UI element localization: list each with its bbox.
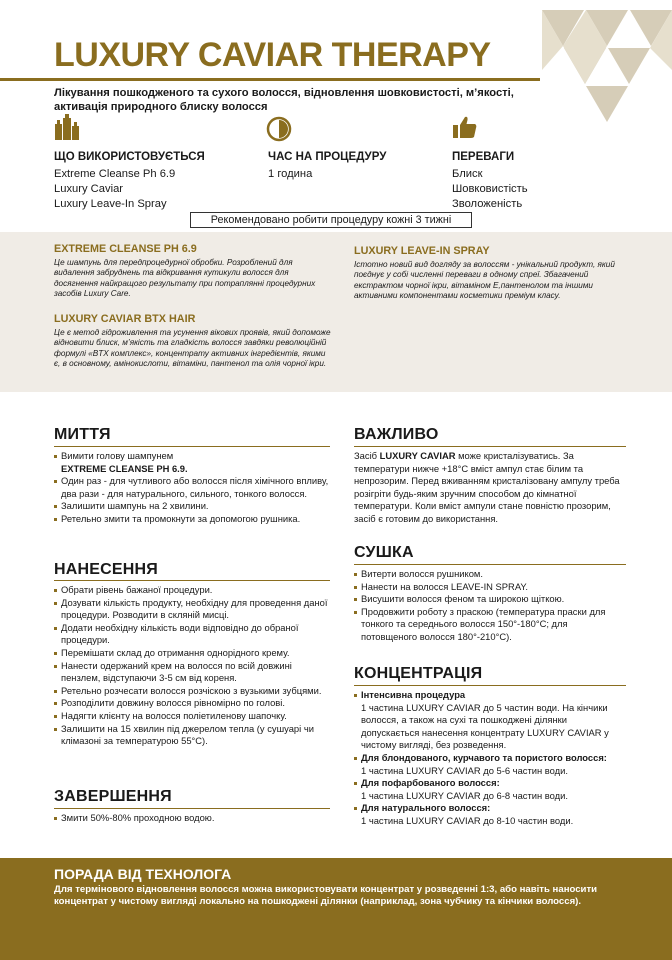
finishing-steps — [54, 812, 330, 825]
list-item: Надягти клієнту на волосся поліетиленову шапочку. — [54, 710, 330, 723]
page-title: LUXURY CAVIAR THERAPY — [54, 36, 491, 74]
washing-steps — [54, 450, 330, 526]
application-steps — [54, 584, 330, 748]
section-divider — [54, 580, 330, 581]
used-item: Luxury Caviar — [54, 183, 124, 195]
product-text: Це є метод гідроживлення та усунення вікових проявів, який допоможе відновити блиск, м’якість та гладкість волосся завдяки революційній формулі «BTX комплекс», концентрату активних інгредієнтів, якими є, в основному, амінокислоти, вітаміни, пантенол та олія чорної ікри. — [54, 327, 331, 369]
important-text-part: може кристалізуватись. За температури нижче +18°С вміст ампул стає білим та непрозорим. Перед вживанням кристалізовану ампулу треба розігріти будь-яким зручним способом до кімнатної температури. Коли вміст ампули стане повністю прозорим, — [354, 450, 620, 512]
clock-icon — [266, 116, 292, 142]
brand-name: LUXURY CAVIAR — [379, 450, 456, 461]
finishing-title: ЗАВЕРШЕННЯ — [54, 788, 172, 805]
important-text — [354, 450, 622, 526]
product-name: LUXURY LEAVE-IN SPRAY — [354, 245, 490, 257]
section-divider — [354, 564, 626, 565]
used-heading: ЩО ВИКОРИСТОВУЄТЬСЯ — [54, 151, 205, 163]
list-item: Витерти волосся рушником. — [354, 568, 626, 581]
concentration-text: 1 частина LUXURY CAVIAR до 8-10 частин води. — [361, 814, 574, 826]
page-subtitle: Лікування пошкодженого та сухого волосся, відновлення шовковистості, м’якості, активація природного блиску волосся — [54, 87, 514, 113]
title-underline — [0, 78, 540, 81]
footer-text: Для термінового відновлення волосся можна використовувати концентрат у розведенні 1:3, або навіть наносити концентрат у чистому вигляді локально на пошкоджені ділянки (наприклад, зона чубчику та кінчики волосся). — [54, 884, 598, 908]
drying-steps — [354, 568, 626, 644]
concentration-label: Для пофарбованого волосся: — [354, 777, 626, 790]
product-description — [54, 244, 334, 300]
footer-title: ПОРАДА ВІД ТЕХНОЛОГА — [54, 866, 232, 882]
washing-title: МИТТЯ — [54, 426, 111, 443]
concentration-text: 1 частина LUXURY CAVIAR до 6-8 частин води. — [361, 789, 568, 801]
benefit-item: Зволоженість — [452, 198, 523, 210]
list-item: Перемішати склад до отримання однорідного крему. — [54, 647, 330, 660]
section-divider — [54, 808, 330, 809]
time-value: 1 година — [268, 168, 313, 180]
list-item: Нанести на волосся LEAVE-IN SPRAY. — [354, 581, 626, 594]
important-title: ВАЖЛИВО — [354, 426, 439, 443]
list-item: Дозувати кількість продукту, необхідну для проведення даної процедури. Розводити в скляній мисці. — [54, 597, 330, 622]
list-item: Продовжити роботу з праскою (температура праски для тонкого та середнього волосся 150°-180°С; для потовщеного волосся 180°-210°С). — [354, 606, 626, 644]
list-item: Висушити волосся феном та широкою щіткою. — [354, 593, 626, 606]
used-products-column — [54, 150, 205, 212]
product-name: EXTREME CLEANSE PH 6.9 — [54, 243, 197, 255]
list-item: Змити 50%-80% проходною водою. — [54, 812, 330, 825]
product-text: Це шампунь для передпроцедурної обробки. Розроблений для видалення забруднень та відкривання кутикули волосся для досягнення найкращого результату при потраплянні процедурних засобів Luxury Care. — [54, 257, 316, 299]
list-item: Один раз - для чутливого або волосся після хімічного впливу, два рази - для натурального, сильного, тонкого волосся. — [54, 475, 330, 500]
technologist-tip-footer — [0, 858, 672, 960]
product-name: LUXURY CAVIAR BTX HAIR — [54, 313, 196, 325]
time-heading: ЧАС НА ПРОЦЕДУРУ — [268, 151, 387, 163]
list-item: Ретельно розчесати волосся розчіскою з вузькими зубцями. — [54, 685, 330, 698]
product-text: Істотно новий вид догляду за волоссям - унікальний продукт, який поєднує у собі численні переваги в одному спреї. Збагачений екстрактом чорної ікри, вітаміном Е,пантенолом та іншими активними компонентами косметики преміум класу. — [354, 259, 615, 301]
concentration-title: КОНЦЕНТРАЦІЯ — [354, 665, 483, 682]
section-divider — [354, 685, 626, 686]
procedure-time-column — [268, 150, 386, 182]
benefit-item: Блиск — [452, 168, 483, 180]
section-divider — [354, 446, 626, 447]
bottles-icon — [54, 114, 80, 140]
benefits-heading: ПЕРЕВАГИ — [452, 151, 515, 163]
concentration-label: Інтенсивна процедура — [354, 689, 626, 702]
concentration-list — [354, 689, 626, 828]
concentration-text: 1 частина LUXURY CAVIAR до 5-6 частин води. — [361, 764, 568, 776]
list-item: Залишити на 15 хвилин під джерелом тепла (у сушуарі чи клімазоні за температурою 55°С). — [54, 723, 330, 748]
product-description — [54, 314, 334, 370]
product-description — [354, 246, 626, 302]
benefits-column — [452, 150, 528, 212]
list-item: Додати необхідну кількість води відповідно до обраної процедури. — [54, 622, 330, 647]
list-item: EXTREME CLEANSE PH 6.9. — [61, 462, 188, 474]
used-item: Extreme Cleanse Ph 6.9 — [54, 168, 176, 180]
concentration-label: Для натурального волосся: — [354, 802, 626, 815]
important-text-part: засіб є готовим до використання. — [354, 512, 499, 524]
list-item: Залишити шампунь на 2 хвилини. — [54, 500, 330, 513]
list-item: Обрати рівень бажаної процедури. — [54, 584, 330, 597]
concentration-text: 1 частина LUXURY CAVIAR до 5 частин води. На кінчики волосся, а також на сухі та пошкоджені ділянки допускається нанесення концентрату LUXURY CAVIAR у чистому вигляді, без розведення. — [361, 701, 609, 751]
diamond-logo-icon — [542, 10, 672, 146]
thumbs-up-icon — [452, 114, 478, 140]
recommendation-box: Рекомендовано робити процедуру кожні 3 тижні — [190, 212, 472, 228]
list-item: Вимити голову шампунем — [54, 450, 330, 463]
list-item: Ретельно змити та промокнути за допомогою рушника. — [54, 513, 330, 526]
list-item: Нанести одержаний крем на волосся по всій довжині пензлем, відступаючи 3-5 см від кореня. — [54, 660, 330, 685]
used-item: Luxury Leave-In Spray — [54, 198, 167, 210]
concentration-label: Для блондованого, курчавого та пористого волосся: — [354, 752, 626, 765]
application-title: НАНЕСЕННЯ — [54, 561, 158, 578]
benefit-item: Шовковистість — [452, 183, 528, 195]
drying-title: СУШКА — [354, 544, 414, 561]
list-item: Розподілити довжину волосся рівномірно по голові. — [54, 697, 330, 710]
section-divider — [54, 446, 330, 447]
important-text-part: Засіб — [354, 450, 380, 461]
